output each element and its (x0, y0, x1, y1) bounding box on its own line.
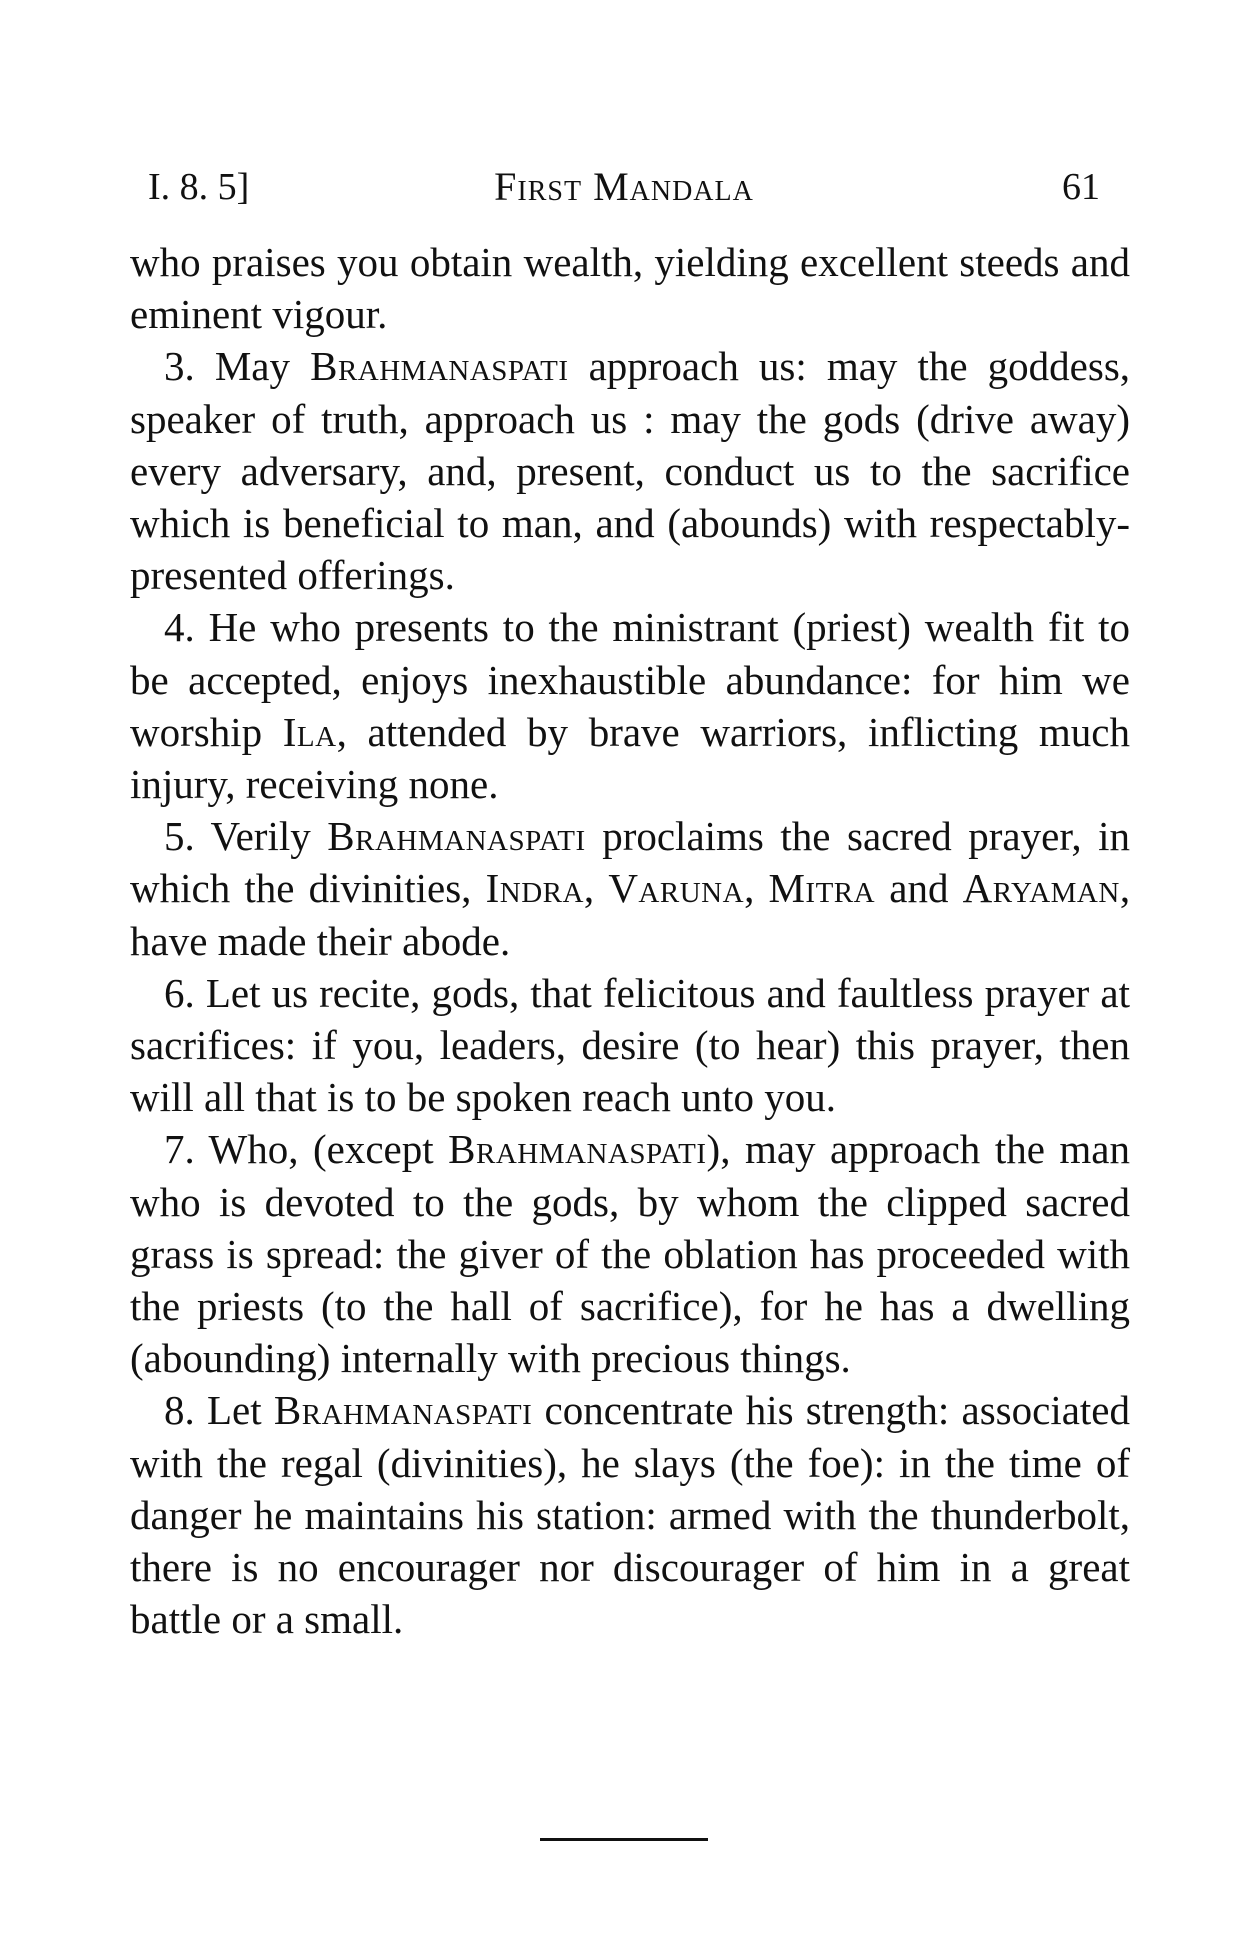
deity-name: Brahmanaspati (448, 1126, 707, 1173)
verse-text: He who presents to the ministrant (priest) wealth fit to be accepted, enjoys inexhaustible abundance: for him we worship (130, 604, 1130, 755)
verse-text: Who, (except (208, 1126, 434, 1173)
end-rule-divider (540, 1838, 708, 1841)
paragraph-text: who praises you obtain wealth, yielding excellent steeds and eminent vigour. (130, 239, 1130, 338)
verse-text: May (214, 343, 290, 390)
verse-text: and (889, 865, 949, 912)
verse-text: Let us recite, gods, that felicitous and faultless prayer at sacrifices: if you, leaders, desire (to hear) this prayer, then will all that is to be spoken reach unto you. (130, 969, 1131, 1121)
verse-text: proclaims the sacred prayer, in which the divinities, (130, 813, 1130, 912)
deity-name: Aryaman (962, 865, 1120, 912)
deity-name: Ila (282, 708, 337, 755)
deity-name: Indra (485, 865, 584, 912)
page-number: 61 (1062, 166, 1100, 208)
verse-4 (130, 601, 1130, 810)
verse-8 (130, 1384, 1130, 1645)
punctuation: , (744, 865, 755, 912)
running-header (148, 162, 1100, 212)
paragraph-continued (130, 236, 1130, 340)
running-title: First Mandala (494, 164, 754, 209)
verse-text: concentrate his strength: associated with the regal (divinities), he slays (the foe): in the time of danger he maintains his station: armed with the thunderbolt, there is no encourager nor discourager of him in a great battle or a small. (130, 1387, 1131, 1643)
verse-reference: I. 8. 5] (148, 166, 250, 208)
punctuation: , (583, 865, 595, 912)
deity-name: Brahmanaspati (273, 1387, 533, 1434)
deity-name: Mitra (768, 865, 876, 912)
verse-number: 3. (164, 343, 195, 390)
verse-number: 8. (164, 1387, 195, 1434)
verse-number: 7. (164, 1126, 195, 1173)
verse-text: Verily (210, 813, 311, 860)
verse-text: , attended by brave warriors, inflicting much injury, receiving none. (130, 708, 1131, 808)
deity-name: Varuna (608, 865, 745, 912)
verse-number: 5. (164, 813, 195, 860)
verse-text: , have made their abode. (130, 865, 1131, 964)
verse-text: approach us: may the goddess, speaker of truth, approach us : may the gods (drive away) every adversary, and, present, conduct us to the sacrifice which is beneficial to man, and (abounds) with respectably-presented offerings. (130, 343, 1131, 599)
verse-number: 6. (164, 969, 195, 1016)
verse-text: Let (207, 1387, 262, 1434)
verse-number: 4. (164, 604, 195, 651)
verse-5 (130, 810, 1130, 967)
verse-text: ), may approach the man who is devoted to the gods, by whom the clipped sacred grass is spread: the giver of the oblation has proceeded with the priests (to the hall of sacrifice), for he has a dwelling (abounding) internally with precious things. (130, 1126, 1131, 1382)
deity-name: Brahmanaspati (310, 343, 569, 390)
verse-3 (130, 340, 1130, 601)
deity-name: Brahmanaspati (327, 813, 586, 860)
verse-6 (130, 967, 1130, 1124)
verse-7 (130, 1123, 1130, 1384)
body-text (130, 236, 1130, 1645)
